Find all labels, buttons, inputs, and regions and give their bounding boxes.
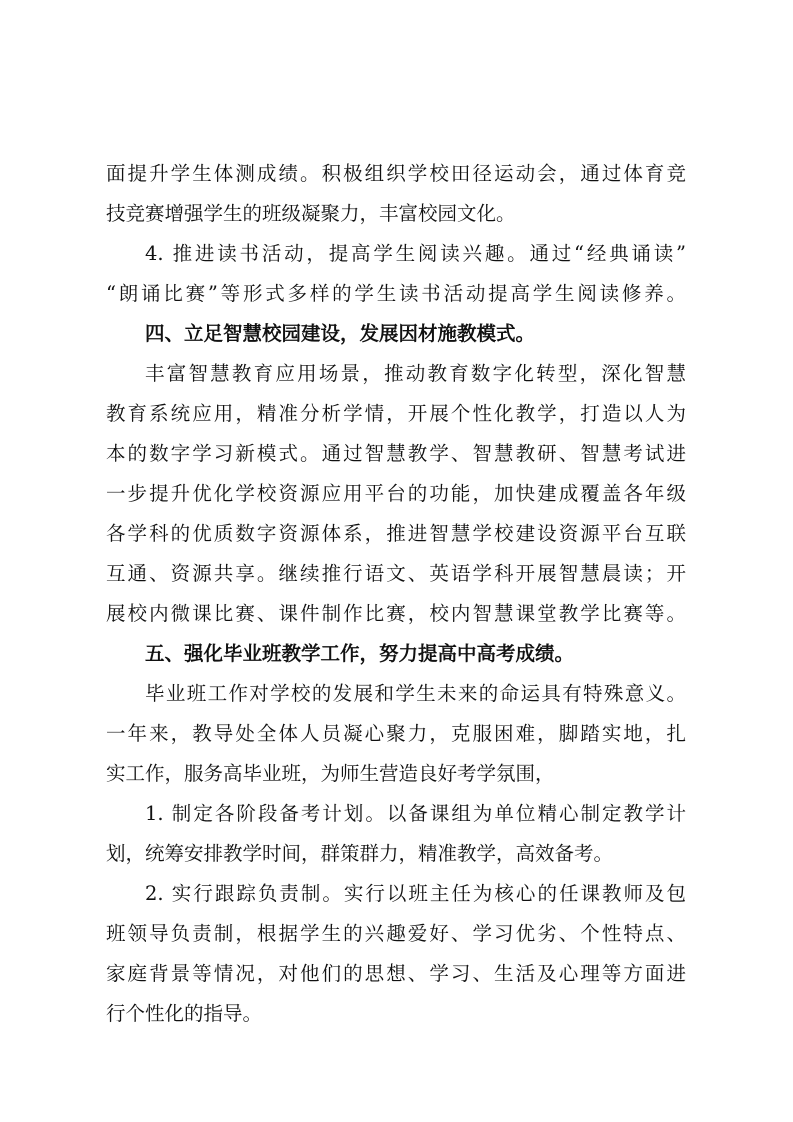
text-line: “朗诵比赛”等形式多样的学生读书活动提高学生阅读修养。 (106, 282, 686, 305)
section-heading: 五、强化毕业班教学工作，努力提高中高考成绩。 (145, 642, 575, 665)
text-line: 实工作，服务高毕业班，为师生营造良好考学氛围， (106, 762, 555, 785)
text-line: 4. 推进读书活动，提高学生阅读兴趣。通过“经典诵读” (145, 242, 686, 265)
text-line: 各学科的优质数字资源体系，推进智慧学校建设资源平台互联 (106, 522, 686, 545)
text-line: 家庭背景等情况，对他们的思想、学习、生活及心理等方面进 (106, 962, 686, 985)
text-line: 丰富智慧教育应用场景，推动教育数字化转型，深化智慧 (145, 362, 686, 385)
text-line: 毕业班工作对学校的发展和学生未来的命运具有特殊意义。 (145, 682, 686, 705)
text-line: 展校内微课比赛、课件制作比赛，校内智慧课堂教学比赛等。 (106, 602, 686, 625)
text-line: 一步提升优化学校资源应用平台的功能，加快建成覆盖各年级 (106, 482, 686, 505)
text-line: 互通、资源共享。继续推行语文、英语学科开展智慧晨读；开 (106, 562, 686, 585)
text-line: 1. 制定各阶段备考计划。以备课组为单位精心制定教学计 (145, 802, 686, 825)
text-line: 面提升学生体测成绩。积极组织学校田径运动会，通过体育竞 (106, 162, 686, 185)
text-line: 教育系统应用，精准分析学情，开展个性化教学，打造以人为 (106, 402, 686, 425)
text-line: 划，统筹安排教学时间，群策群力，精准教学，高效备考。 (106, 842, 614, 865)
text-line: 2. 实行跟踪负责制。实行以班主任为核心的任课教师及包 (145, 882, 686, 905)
text-line: 技竞赛增强学生的班级凝聚力，丰富校园文化。 (106, 202, 516, 225)
section-heading: 四、立足智慧校园建设，发展因材施教模式。 (145, 322, 536, 345)
text-line: 行个性化的指导。 (106, 1002, 263, 1025)
text-line: 一年来，教导处全体人员凝心聚力，克服困难，脚踏实地，扎 (106, 722, 686, 745)
text-line: 本的数字学习新模式。通过智慧教学、智慧教研、智慧考试进 (106, 442, 686, 465)
text-line: 班领导负责制，根据学生的兴趣爱好、学习优劣、个性特点、 (106, 922, 686, 945)
